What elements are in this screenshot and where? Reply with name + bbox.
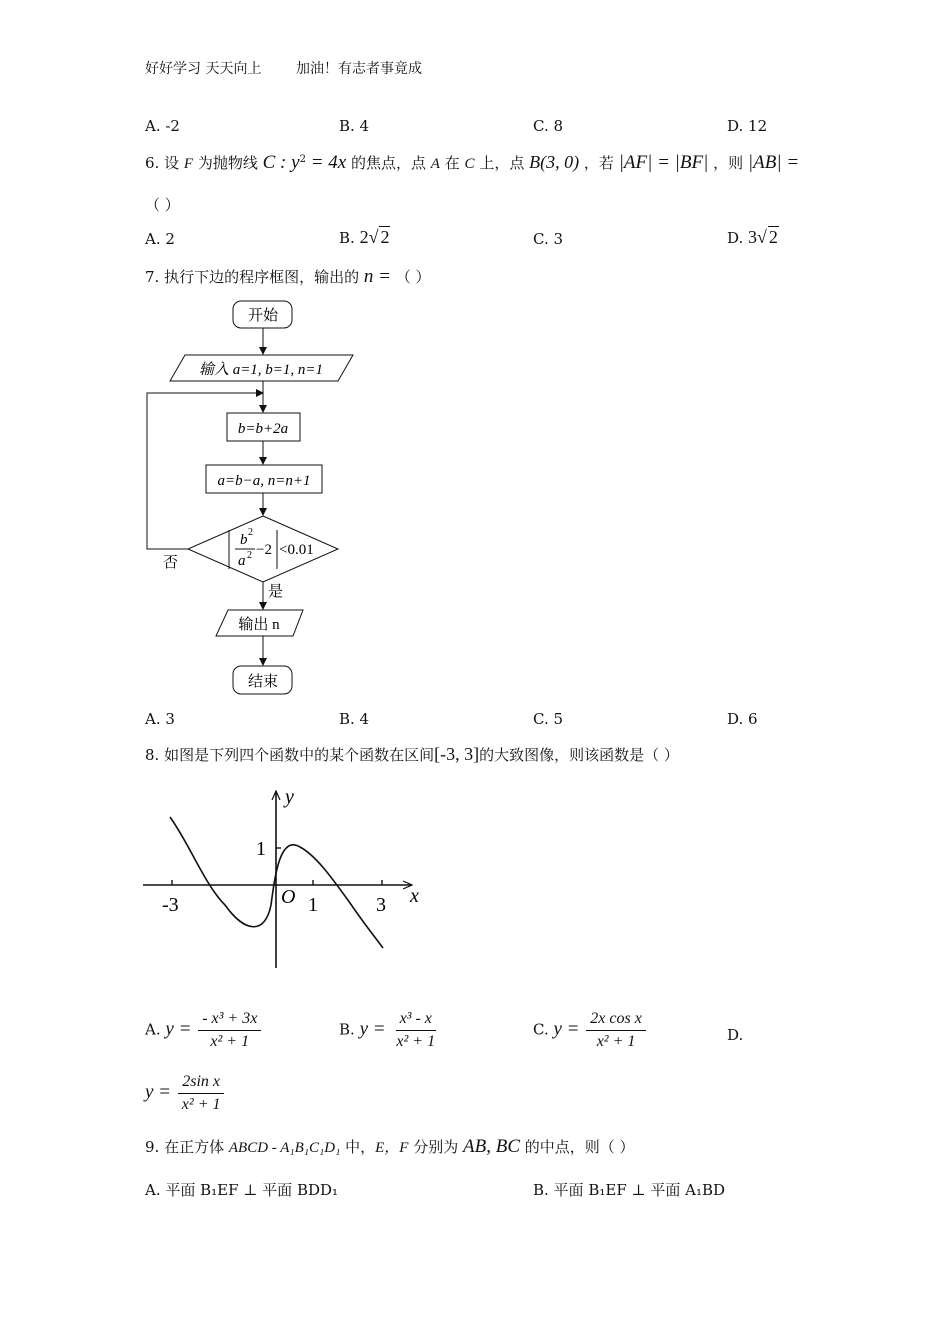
q5-option-c: C. 8	[533, 117, 564, 135]
q8-option-a-label: A.	[145, 1020, 161, 1039]
q8-option-c-fraction	[586, 1010, 646, 1051]
q6-stem	[145, 152, 799, 174]
q6-number: 6. 设	[145, 154, 180, 172]
q6-abs-AB: |AB| =	[747, 152, 800, 173]
q8-option-c-y: y =	[553, 1018, 580, 1040]
q6-point-B: B(3, 0)	[529, 152, 580, 172]
q9-EF: E，F	[375, 1140, 409, 1156]
q8-xtick-3-label: 3	[376, 894, 386, 916]
flow-yes-label: 是	[268, 582, 284, 600]
q6-option-a: A. 2	[145, 230, 175, 248]
q7-option-a: A. 3	[145, 710, 175, 728]
flow-start-label: 开始	[247, 306, 279, 324]
q8-origin-label: O	[281, 886, 296, 908]
q8-graph	[140, 785, 430, 975]
q9-stem	[145, 1136, 635, 1158]
q8-option-c-den: x² + 1	[596, 1033, 636, 1050]
q9-midpoints: AB, BC	[463, 1136, 520, 1157]
q8-option-a-num: - x³ + 3x	[198, 1010, 261, 1031]
q8-stem-b: 的大致图像，则该函数是（ ）	[479, 746, 679, 764]
q8-option-b-den: x² + 1	[396, 1033, 436, 1050]
q6-text-1: 为抛物线	[197, 154, 258, 172]
flow-loop-back-line	[147, 393, 263, 549]
q9-option-a: A. 平面 B₁EF ⊥ 平面 BDD₁	[145, 1181, 339, 1199]
q6-text-6: ，则	[713, 154, 744, 172]
flow-cond-num-exp: 2	[248, 527, 253, 538]
q6-option-d-prefix: D.	[727, 229, 749, 247]
q8-xtick-neg3-label: -3	[162, 894, 179, 916]
q8-option-d-num: 2sin x	[178, 1073, 224, 1094]
q7-stem	[145, 266, 431, 288]
q6-option-d: D. 3√ 2	[727, 227, 778, 247]
q6-text-5: ，若	[583, 154, 614, 172]
flow-input-label: 输入 a=1, b=1, n=1	[198, 362, 324, 378]
q8-option-a-y: y =	[165, 1018, 192, 1040]
q8-xtick-1-label: 1	[308, 894, 318, 916]
q6-eq: = 4x	[305, 152, 347, 173]
q8-option-c-num: 2x cos x	[586, 1010, 646, 1031]
q6-option-b-prefix: B.	[339, 229, 360, 247]
q7-option-b: B. 4	[339, 710, 370, 728]
q6-option-b-coef: 2	[359, 227, 369, 247]
q8-option-b-num: x³ - x	[396, 1010, 436, 1031]
q8-stem	[145, 744, 679, 765]
flow-step1-label: b=b+2a	[237, 421, 289, 437]
q8-option-d-fraction	[178, 1073, 225, 1114]
q9-solid: ABCD - A₁B₁C₁D₁	[228, 1140, 341, 1156]
q7-stem-text: 7. 执行下边的程序框图，输出的	[145, 268, 360, 286]
q7-option-c: C. 5	[533, 710, 564, 728]
flow-no-label: 否	[163, 553, 179, 571]
header-motto-left: 好好学习 天天向上	[145, 61, 262, 77]
q5-option-d: D. 12	[727, 117, 768, 135]
q9-option-b: B. 平面 B₁EF ⊥ 平面 A₁BD	[533, 1181, 726, 1199]
q9-stem-d: 的中点，则（ ）	[524, 1138, 635, 1156]
q9-stem-a: 9. 在正方体	[145, 1138, 225, 1156]
flow-step2-label: a=b−a, n=n+1	[217, 473, 311, 489]
q9-stem-b: 中，	[345, 1138, 376, 1156]
q6-paren: （ ）	[145, 196, 180, 214]
q8-option-c-label: C.	[533, 1020, 549, 1039]
q7-paren: （ ）	[395, 268, 431, 286]
q8-option-b	[339, 1010, 441, 1051]
q6-option-c: C. 3	[533, 230, 564, 248]
flow-cond-minus: −2	[256, 542, 272, 558]
flow-cond-den-exp: 2	[247, 550, 252, 561]
q8-option-b-fraction	[392, 1010, 439, 1051]
q8-stem-a: 8. 如图是下列四个函数中的某个函数在区间	[145, 746, 435, 764]
flow-end-label: 结束	[247, 672, 279, 690]
q5-option-a: A. -2	[145, 117, 180, 135]
q6-C: C	[464, 156, 475, 172]
q8-option-d-label: D.	[727, 1026, 744, 1044]
q6-exp: 2	[299, 154, 306, 165]
flow-cond-den: a	[238, 553, 246, 569]
q8-option-d-y: y =	[145, 1081, 172, 1103]
header-motto-right: 加油！有志者事竟成	[296, 61, 422, 77]
q8-option-c	[533, 1010, 648, 1051]
flow-output-label: 输出 n	[238, 617, 280, 633]
q6-option-b-radicand: 2	[380, 227, 390, 247]
q6-abs-eq: |AF| = |BF|	[618, 152, 709, 173]
q7-option-d: D. 6	[727, 710, 758, 728]
q8-option-a-den: x² + 1	[210, 1033, 250, 1050]
q6-text-4: 上，点	[479, 154, 525, 172]
q8-option-a	[145, 1010, 263, 1051]
q6-option-d-radicand: 2	[768, 227, 778, 247]
q8-xlabel: x	[410, 885, 419, 907]
q7-flowchart	[140, 295, 360, 700]
flow-cond-num: b	[240, 532, 248, 548]
q8-option-d-den: x² + 1	[181, 1096, 221, 1113]
q6-text-3: 在	[444, 154, 460, 172]
q6-option-b: B. 2√ 2	[339, 227, 390, 247]
q6-F: F	[183, 156, 194, 172]
q6-A: A	[430, 156, 440, 172]
q6-curve: C : y	[262, 152, 300, 173]
flow-cond-tail: <0.01	[279, 542, 314, 558]
q8-option-a-fraction	[198, 1010, 261, 1051]
q9-stem-c: 分别为	[413, 1138, 459, 1156]
q8-option-b-label: B.	[339, 1020, 355, 1039]
q8-ylabel: y	[285, 786, 294, 808]
q7-n-eq: n =	[363, 266, 391, 287]
q6-text-2: 的焦点，点	[350, 154, 426, 172]
q8-ytick-1-label: 1	[256, 838, 266, 860]
q8-interval: [-3, 3]	[434, 744, 480, 764]
q8-option-d	[145, 1073, 227, 1114]
q5-option-b: B. 4	[339, 117, 370, 135]
q8-option-b-y: y =	[359, 1018, 386, 1040]
q6-option-d-coef: 3	[748, 227, 758, 247]
